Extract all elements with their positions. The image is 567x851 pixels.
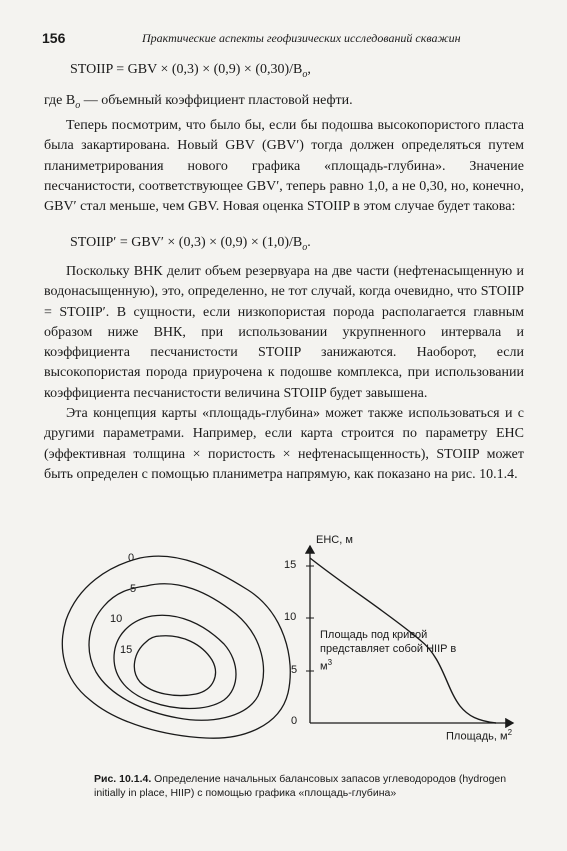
paragraph-3: Эта концепция карты «площадь-глубина» может также использоваться и с другими параметрами. Например, если карта строится по параметру ЕНС (эффективная толщина × пористость × нефтенасыщенность), STOIIP может быть определен с помощью планиметра напрямую, как показано на рис. 10.1.4. [44,406,524,482]
x-axis-label: Площадь, $м^2$ [446,728,513,743]
y-tick-0: 0 [291,715,298,727]
formula-stoiip-prime: STOIIP′ = $GBV' \times (0,3) \times (0,9) \times (1,0)/B_o$. [70,235,311,253]
caption-text: Определение начальных балансовых запасов углеводородов (hydrogen initially in place, HIIP) с помощью графика «площадь-глубина» [94,773,507,799]
contour-label-5: 5 [130,583,137,595]
paragraph-2: Поскольку ВНК делит объем резервуара на две части (нефтенасыщенную и водонасыщенную), это, определенно, не тот случай, когда очевидно, что STOIIP = STOIIP′. В сущности, если низкопористая порода располагается главным образом ниже ВНК, при использовании укрупненного интервала и коэффициента песчанистости STOIIP занижаются. Наоборот, если высокопористая порода приурочена к подошве комплекса, при использовании коэффициента песчанистости величина STOIIP будет завышена. [44,264,524,401]
body-text-block-1 [44,91,524,218]
curve-annotation: Площадь под кривой представляет собой HIIP в $м^3$ [320,629,457,673]
contour-5 [89,584,263,720]
where-line: где $B_o$ — объемный коэффициент пластовой нефти. [44,93,353,111]
contour-label-0: 0 [128,552,135,564]
contour-label-10: 10 [110,613,123,625]
contour-10 [114,615,236,708]
contour-label-15: 15 [120,644,133,656]
page-header [42,30,527,48]
y-tick-10: 10 [284,611,297,623]
running-title: Практические аспекты геофизических исследований скважин [142,31,461,45]
figure-caption [94,772,524,800]
page-number: 156 [42,30,66,46]
caption-number: Рис. 10.1.4. [94,773,152,785]
y-tick-15: 15 [284,559,297,571]
y-axis-label: ЕНС, м [316,534,353,546]
contour-0 [62,556,290,738]
figure-area-depth [48,528,528,768]
y-tick-5: 5 [291,664,298,676]
formula-stoiip: STOIIP = GBV × $(0,3) \times (0,9) \times (0,30)/B_o$, [70,62,311,80]
contour-15 [134,636,215,696]
paragraph-1: Теперь посмотрим, что было бы, если бы подошва высокопористого пласта была закартирована. Новый GBV (GBV′) тогда должен определяться путем планиметрирования нового графика «площадь-глубина». Значение песчанистости, соответствующее GBV′, теперь равно 1,0, а не 0,30, но, конечно, GBV′ стал меньше, чем GBV. Новая оценка STOIIP в этом случае будет такова: [44,118,524,215]
body-text-block-2 [44,262,524,485]
